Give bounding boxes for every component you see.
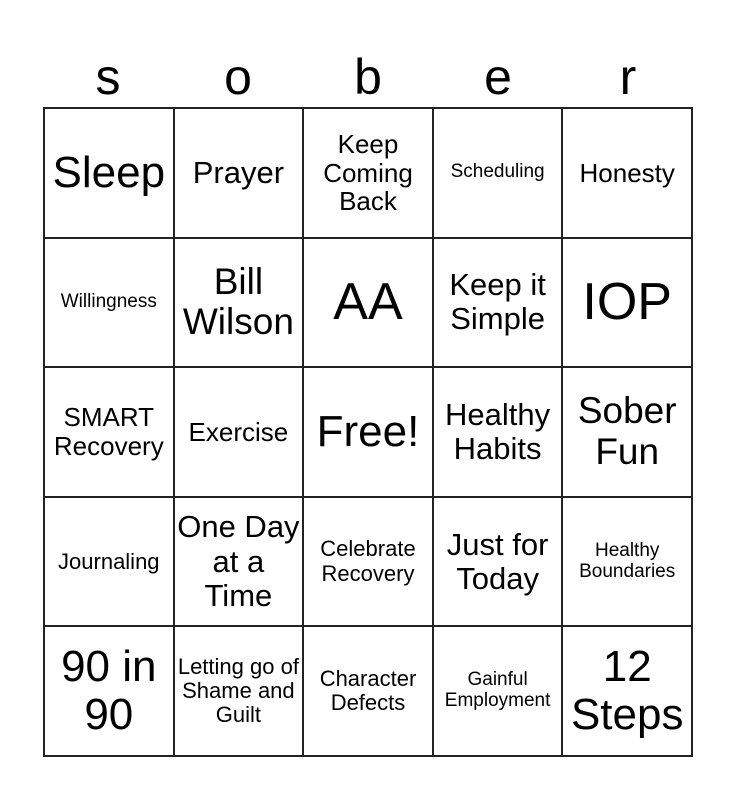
bingo-cell-r2-c3[interactable]: Healthy Habits — [434, 368, 564, 498]
bingo-cell-r2-c1[interactable]: Exercise — [175, 368, 305, 498]
bingo-cell-r2-c0[interactable]: SMART Recovery — [45, 368, 175, 498]
bingo-cell-r4-c1[interactable]: Letting go of Shame and Guilt — [175, 627, 305, 757]
header-letter-s: s — [95, 49, 121, 105]
header-letter-o: o — [224, 49, 252, 105]
bingo-cell-r4-c0[interactable]: 90 in 90 — [45, 627, 175, 757]
bingo-cell-r1-c4[interactable]: IOP — [563, 239, 693, 369]
bingo-cell-r4-c4[interactable]: 12 Steps — [563, 627, 693, 757]
bingo-cell-r0-c0[interactable]: Sleep — [45, 109, 175, 239]
bingo-cell-r3-c2[interactable]: Celebrate Recovery — [304, 498, 434, 628]
bingo-cell-r1-c2[interactable]: AA — [304, 239, 434, 369]
bingo-cell-r0-c4[interactable]: Honesty — [563, 109, 693, 239]
bingo-cell-r0-c3[interactable]: Scheduling — [434, 109, 564, 239]
bingo-cell-r1-c3[interactable]: Keep it Simple — [434, 239, 564, 369]
header-letter-r: r — [619, 49, 637, 105]
bingo-cell-r0-c1[interactable]: Prayer — [175, 109, 305, 239]
bingo-cell-r2-c4[interactable]: Sober Fun — [563, 368, 693, 498]
header-letter-b: b — [354, 49, 382, 105]
bingo-header — [43, 48, 693, 106]
bingo-cell-r3-c0[interactable]: Journaling — [45, 498, 175, 628]
bingo-cell-r4-c2[interactable]: Character Defects — [304, 627, 434, 757]
bingo-cell-r1-c1[interactable]: Bill Wilson — [175, 239, 305, 369]
header-letter-e: e — [484, 49, 512, 105]
bingo-board — [43, 107, 693, 757]
bingo-cell-r0-c2[interactable]: Keep Coming Back — [304, 109, 434, 239]
bingo-cell-r3-c1[interactable]: One Day at a Time — [175, 498, 305, 628]
bingo-cell-r1-c0[interactable]: Willingness — [45, 239, 175, 369]
bingo-cell-r4-c3[interactable]: Gainful Employment — [434, 627, 564, 757]
bingo-cell-r3-c4[interactable]: Healthy Boundaries — [563, 498, 693, 628]
bingo-cell-r2-c2[interactable]: Free! — [304, 368, 434, 498]
bingo-cell-r3-c3[interactable]: Just for Today — [434, 498, 564, 628]
